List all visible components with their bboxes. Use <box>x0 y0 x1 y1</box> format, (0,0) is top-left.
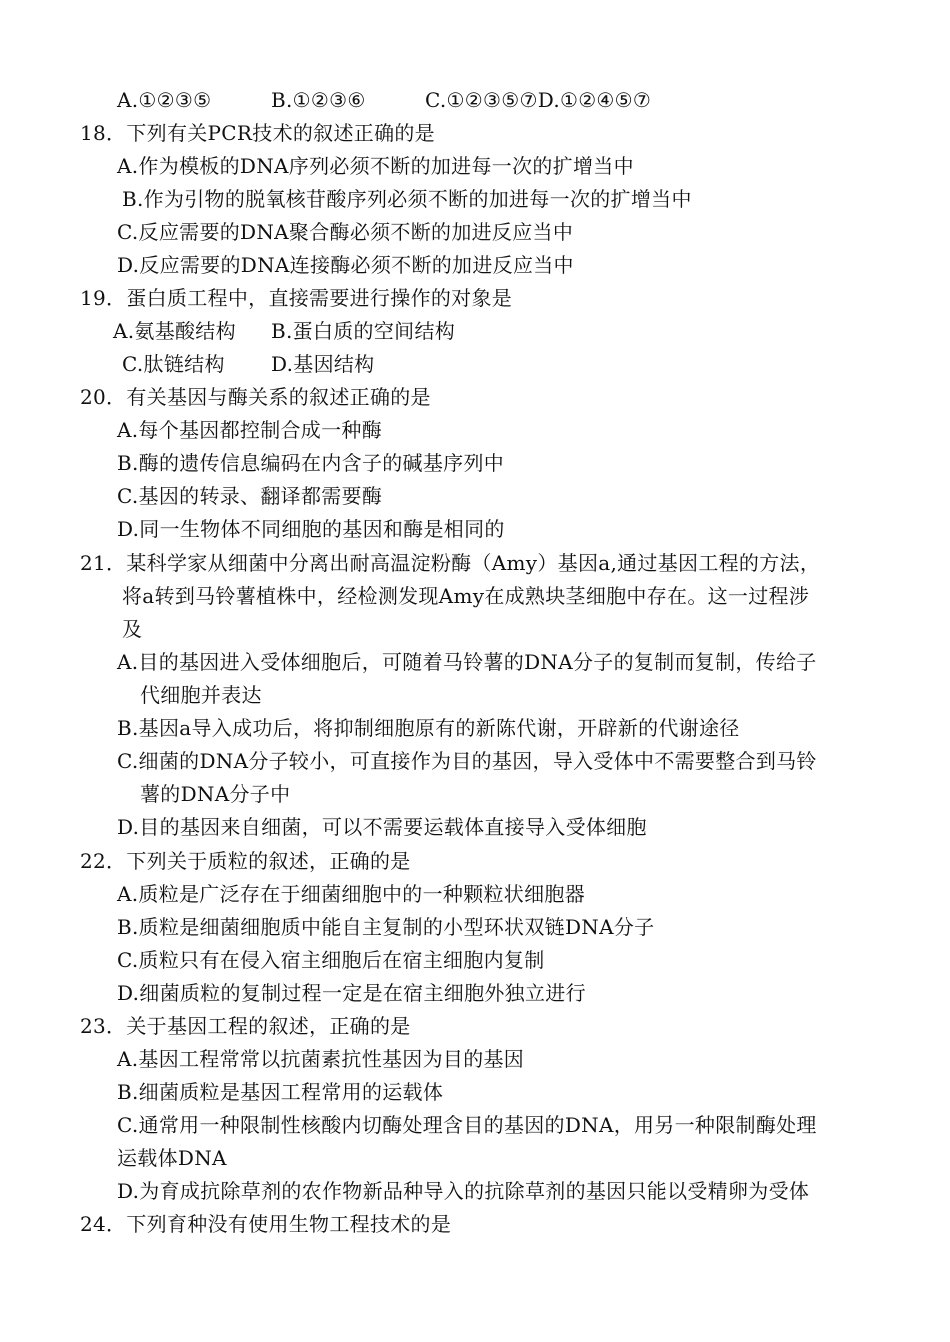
q22-option-c: C.质粒只有在侵入宿主细胞后在宿主细胞内复制 <box>117 948 545 972</box>
q19-options-ab <box>113 319 455 343</box>
q19-option-a: A.氨基酸结构 <box>113 319 236 343</box>
q20-option-a: A.每个基因都控制合成一种酶 <box>117 418 383 442</box>
q18-stem: 18．下列有关PCR技术的叙述正确的是 <box>80 121 435 145</box>
q23-option-d: D.为育成抗除草剂的农作物新品种导入的抗除草剂的基因只能以受精卵为受体 <box>117 1179 810 1203</box>
q23-stem: 23．关于基因工程的叙述，正确的是 <box>80 1014 411 1038</box>
q19-option-b: B.蛋白质的空间结构 <box>271 319 456 343</box>
q21-option-b: B.基因a导入成功后，将抑制细胞原有的新陈代谢，开辟新的代谢途径 <box>117 716 740 740</box>
q23-option-c-line2: 运载体DNA <box>117 1146 227 1170</box>
q19-option-c: C.肽链结构 <box>122 352 225 376</box>
q21-option-c-line2: 薯的DNA分子中 <box>140 782 291 806</box>
q18-option-c: C.反应需要的DNA聚合酶必须不断的加进反应当中 <box>117 220 574 244</box>
q22-option-b: B.质粒是细菌细胞质中能自主复制的小型环状双链DNA分子 <box>117 915 655 939</box>
q24-stem: 24．下列育种没有使用生物工程技术的是 <box>80 1212 452 1236</box>
q20-option-d: D.同一生物体不同细胞的基因和酶是相同的 <box>117 517 505 541</box>
q21-option-a-line2: 代细胞并表达 <box>140 683 262 707</box>
q21-stem-line2: 将a转到马铃薯植株中，经检测发现Amy在成熟块茎细胞中存在。这一过程涉 <box>122 584 810 608</box>
q19-options-cd <box>122 352 374 376</box>
q21-stem-line3: 及 <box>122 617 143 641</box>
q19-stem: 19．蛋白质工程中，直接需要进行操作的对象是 <box>80 286 513 310</box>
q17-options <box>117 88 651 112</box>
q18-option-d: D.反应需要的DNA连接酶必须不断的加进反应当中 <box>117 253 574 277</box>
q20-stem: 20．有关基因与酶关系的叙述正确的是 <box>80 385 431 409</box>
q18-option-a: A.作为模板的DNA序列必须不断的加进每一次的扩增当中 <box>117 154 634 178</box>
q18-option-b: B.作为引物的脱氧核苷酸序列必须不断的加进每一次的扩增当中 <box>122 187 692 211</box>
q23-option-c-line1: C.通常用一种限制性核酸内切酶处理含目的基因的DNA，用另一种限制酶处理 <box>117 1113 817 1137</box>
q22-option-d: D.细菌质粒的复制过程一定是在宿主细胞外独立进行 <box>117 981 586 1005</box>
q23-option-b: B.细菌质粒是基因工程常用的运载体 <box>117 1080 444 1104</box>
q17-option-b: B.①②③⑥ <box>271 88 366 112</box>
q20-option-c: C.基因的转录、翻译都需要酶 <box>117 484 383 508</box>
q21-stem-line1: 21．某科学家从细菌中分离出耐高温淀粉酶（Amy）基因a,通过基因工程的方法， <box>80 551 821 575</box>
q23-option-a: A.基因工程常常以抗菌素抗性基因为目的基因 <box>117 1047 525 1071</box>
q17-option-cd: C.①②③⑤⑦D.①②④⑤⑦ <box>425 88 652 112</box>
q21-option-c-line1: C.细菌的DNA分子较小，可直接作为目的基因，导入受体中不需要整合到马铃 <box>117 749 817 773</box>
q19-option-d: D.基因结构 <box>271 352 375 376</box>
q22-option-a: A.质粒是广泛存在于细菌细胞中的一种颗粒状细胞器 <box>117 882 586 906</box>
q20-option-b: B.酶的遗传信息编码在内含子的碱基序列中 <box>117 451 505 475</box>
q22-stem: 22．下列关于质粒的叙述，正确的是 <box>80 849 411 873</box>
q17-option-a: A.①②③⑤ <box>117 88 212 112</box>
q21-option-a-line1: A.目的基因进入受体细胞后，可随着马铃薯的DNA分子的复制而复制，传给子 <box>117 650 817 674</box>
q21-option-d: D.目的基因来自细菌，可以不需要运载体直接导入受体细胞 <box>117 815 647 839</box>
